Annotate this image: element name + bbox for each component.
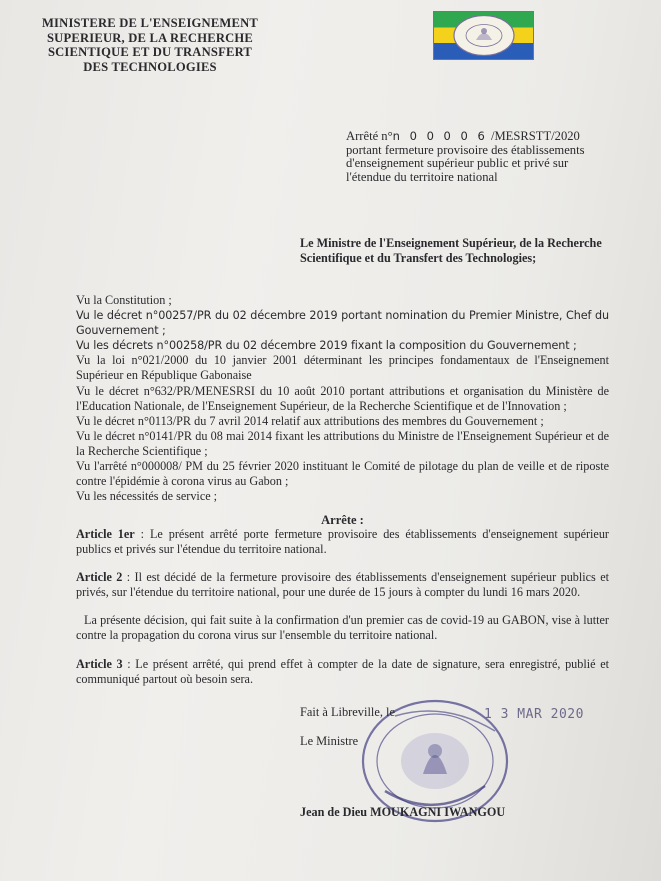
ministry-line: SUPERIEUR, DE LA RECHERCHE: [46, 30, 254, 45]
article-text: : Il est décidé de la fermeture provisoire des établissements d'enseignement supérieur publics et privés, sur l'étendue du territoire national, pour une durée de 15 jours à compter du lundi 16 mars 2020.: [76, 570, 609, 600]
signature-role: Le Ministre: [300, 734, 359, 748]
decree-subject-line: l'étendue du territoire national: [346, 169, 498, 184]
consideration-item: Vu l'arrêté n°000008/ PM du 25 février 2020 instituant le Comité de pilotage du plan de veille et de riposte contre l'épidémie à corona virus au Gabon ;: [76, 459, 609, 489]
consideration-item: Vu les nécessités de service ;: [76, 489, 218, 504]
consideration-item: Vu la loi n°021/2000 du 10 janvier 2001 déterminant les principes fondamentaux de l'Enseignement Supérieur en République Gabonaise: [76, 353, 609, 383]
date-stamp: 1 3 MAR 2020: [484, 707, 584, 722]
article-3: [76, 657, 609, 687]
decree-subject-line: d'enseignement supérieur public et privé sur: [346, 156, 569, 171]
article-text: : Le présent arrêté porte fermeture provisoire des établissements d'enseignement supérieur publics et privés sur l'étendue du territoire national.: [76, 527, 609, 557]
arrete-title: Arrête :: [321, 513, 364, 527]
minister-title: [300, 236, 630, 266]
considerations: [76, 293, 609, 504]
ministry-header: [30, 16, 270, 74]
consideration-item: Vu le décret n°0141/PR du 08 mai 2014 fixant les attributions du Ministre de l'Enseignement Supérieur et de la Recherche Scientifique ;: [76, 428, 609, 458]
consideration-item: Vu les décrets n°00258/PR du 02 décembre 2019 fixant la composition du Gouvernement ;: [76, 339, 577, 353]
article-text: : Le présent arrêté, qui prend effet à compter de la date de signature, sera enregistré, publié et communiqué partout où besoin sera.: [76, 656, 609, 686]
decision-paragraph: [76, 613, 609, 643]
signature-place: Fait à Libreville, le: [300, 705, 395, 719]
ministry-line: DES TECHNOLOGIES: [83, 59, 217, 74]
decree-number: n 0 0 0 0 6: [392, 129, 488, 143]
decree-prefix: Arrêté n°: [346, 129, 393, 143]
minister-title-line: Scientifique et du Transfert des Technologies;: [300, 251, 537, 265]
article-text: La présente décision, qui fait suite à la confirmation d'un premier cas de covid-19 au GABON, vise à lutter contre la propagation du corona virus sur l'ensemble du territoire national.: [76, 613, 609, 643]
decree-number-line: [346, 130, 636, 144]
articles: [76, 527, 609, 700]
article-label: Article 1er: [76, 527, 135, 541]
article-label: Article 2: [76, 570, 123, 585]
article-2: [76, 570, 609, 600]
decree-subject-line: portant fermeture provisoire des établissements: [346, 142, 585, 157]
consideration-item: Vu le décret n°0113/PR du 7 avril 2014 relatif aux attributions des membres du Gouvernement ;: [76, 413, 544, 428]
signature-name: Jean de Dieu MOUKAGNI IWANGOU: [300, 805, 506, 819]
decree-header: [346, 130, 636, 184]
consideration-item: Vu le décret n°00257/PR du 02 décembre 2019 portant nomination du Premier Ministre, Chef du Gouvernement ;: [76, 309, 609, 338]
ministry-line: MINISTERE DE L'ENSEIGNEMENT: [41, 16, 259, 30]
ministry-line: SCIENTIQUE ET DU TRANSFERT: [47, 45, 253, 59]
gabon-emblem-icon: [433, 11, 534, 60]
consideration-item: Vu la Constitution ;: [76, 293, 172, 307]
minister-title-line: Le Ministre de l'Enseignement Supérieur, de la Recherche: [300, 236, 602, 250]
decree-suffix: /MESRSTT/2020: [487, 129, 580, 143]
article-1: [76, 527, 609, 557]
article-label: Article 3: [76, 656, 123, 671]
consideration-item: Vu le décret n°632/PR/MENESRSI du 10 août 2010 portant attributions et organisation du Ministère de l'Education Nationale, de l'Enseignement Supérieur, de la Recherche Scientifique et de l'Innovation ;: [76, 383, 609, 413]
